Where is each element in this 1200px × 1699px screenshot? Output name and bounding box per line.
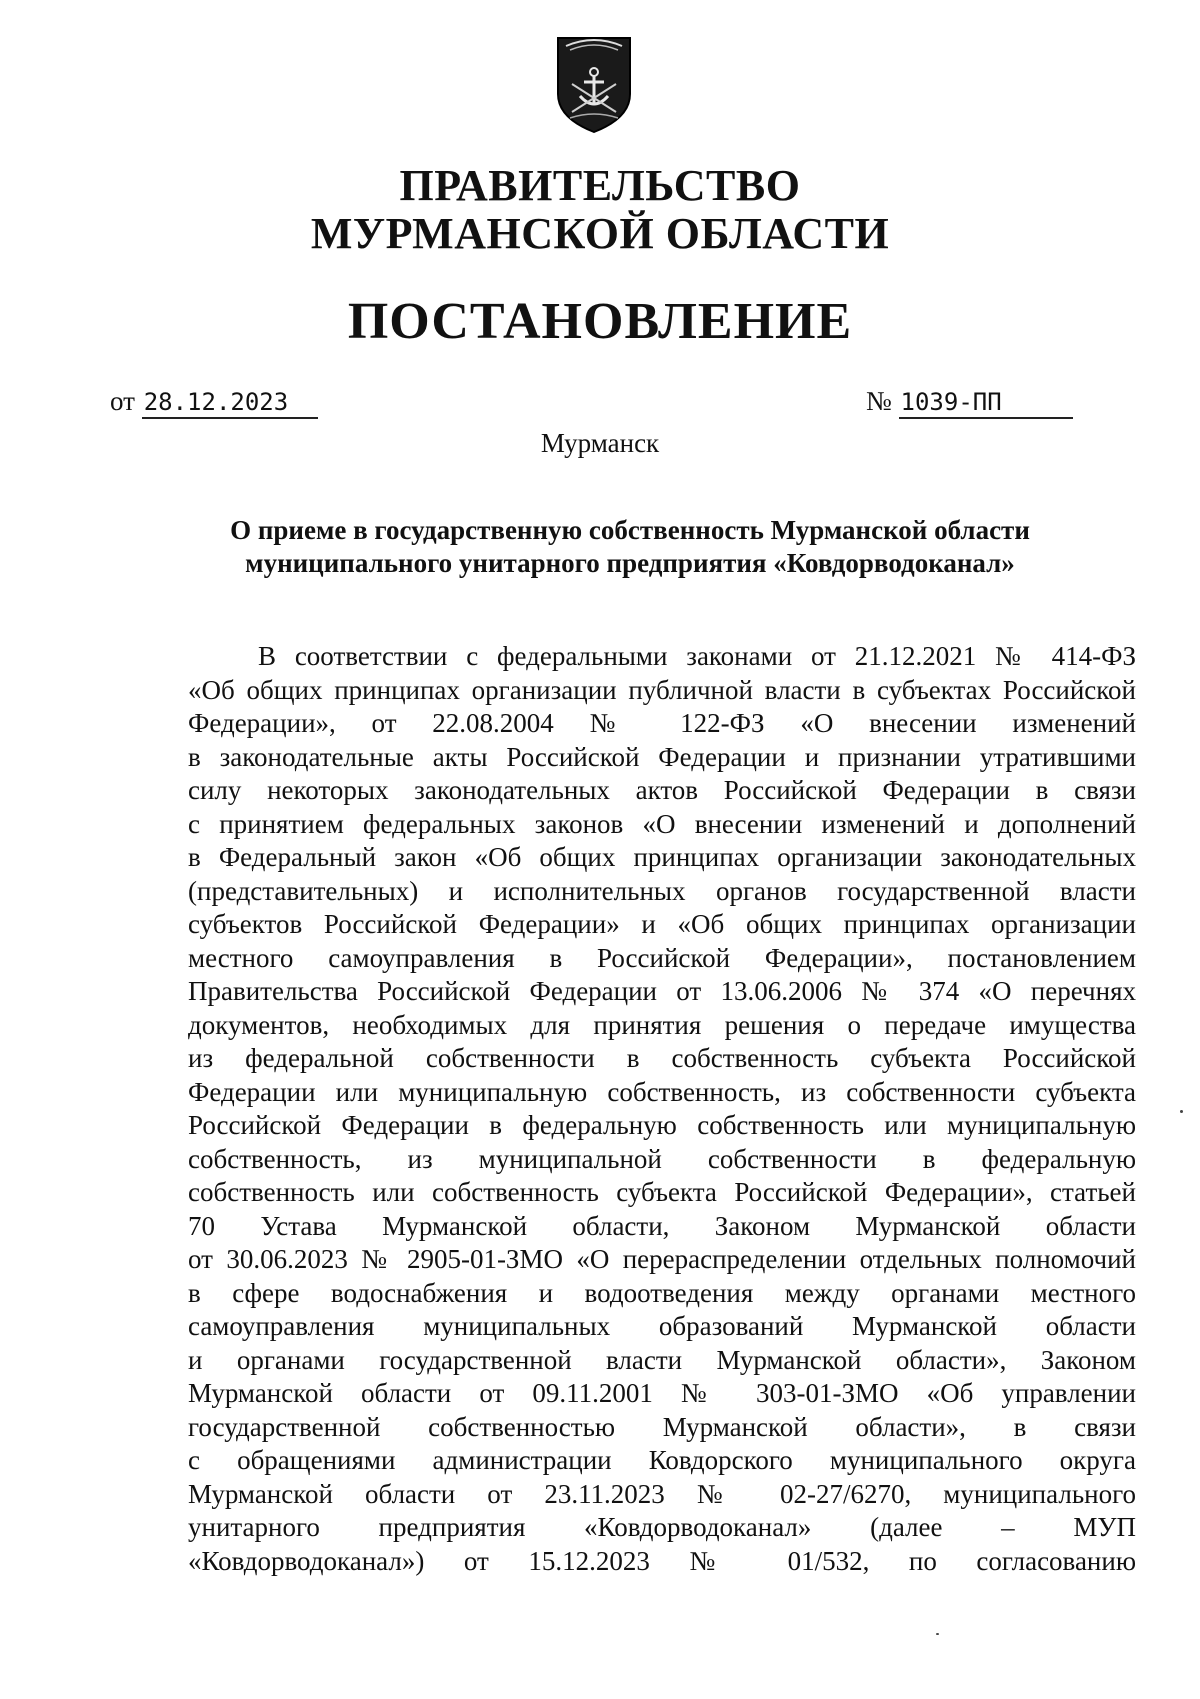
- body-line: в законодательные акты Российской Федерации и признании утратившими: [188, 741, 1136, 772]
- body-line: В соответствии с федеральными законами от 21.12.2021 № 414-ФЗ: [258, 641, 1136, 671]
- body-line: в Федеральный закон «Об общих принципах организации законодательных: [188, 842, 1136, 872]
- body-line: (представительных) и исполнительных органов государственной власти: [188, 875, 1136, 906]
- document-number: [866, 384, 1073, 419]
- body-line: собственность или собственность субъекта Российской Федерации», статьей: [188, 1177, 1136, 1207]
- document-type-title: ПОСТАНОВЛЕНИЕ: [347, 293, 853, 350]
- city-name: Мурманск: [540, 428, 660, 458]
- subject-line: муниципального унитарного предприятия «Ковдорводоканал»: [245, 548, 1015, 578]
- body-paragraph: [188, 640, 1136, 1578]
- date-prefix: от: [110, 386, 135, 416]
- body-line: «Ковдорводоканал») от 15.12.2023 № 01/532, по согласованию: [188, 1545, 1136, 1576]
- body-line: Российской Федерации в федеральную собственность или муниципальную: [188, 1110, 1136, 1140]
- body-line: с обращениями администрации Ковдорского муниципального округа: [188, 1445, 1136, 1475]
- document-subject: [180, 514, 1080, 580]
- body-line: Мурманской области от 09.11.2001 № 303-01-ЗМО «Об управлении: [188, 1378, 1136, 1408]
- body-line: самоуправления муниципальных образований Мурманской области: [188, 1311, 1136, 1341]
- scan-speck: [1180, 1110, 1183, 1113]
- body-line: субъектов Российской Федерации» и «Об общих принципах организации: [188, 909, 1136, 939]
- subject-line: О приеме в государственную собственность Мурманской области: [230, 515, 1030, 545]
- body-line: местного самоуправления в Российской Федерации», постановлением: [188, 942, 1136, 973]
- body-line: государственной собственностью Мурманской области», в связи: [188, 1411, 1136, 1442]
- body-line: в сфере водоснабжения и водоотведения между органами местного: [188, 1277, 1136, 1308]
- body-line: Мурманской области от 23.11.2023 № 02-27/6270, муниципального: [188, 1478, 1136, 1509]
- body-line: Правительства Российской Федерации от 13.06.2006 № 374 «О перечнях: [188, 976, 1136, 1006]
- body-line: с принятием федеральных законов «О внесении изменений и дополнений: [188, 808, 1136, 839]
- body-line: Федерации или муниципальную собственность, из собственности субъекта: [188, 1076, 1136, 1107]
- body-line: от 30.06.2023 № 2905-01-ЗМО «О перераспределении отдельных полномочий: [188, 1244, 1136, 1274]
- scan-speck: [936, 1633, 939, 1635]
- body-line: 70 Устава Мурманской области, Законом Мурманской области: [188, 1210, 1136, 1241]
- body-line: «Об общих принципах организации публичной власти в субъектах Российской: [188, 674, 1136, 705]
- number-prefix: №: [866, 386, 892, 416]
- body-line: собственность, из муниципальной собственности в федеральную: [188, 1143, 1136, 1174]
- body-line: из федеральной собственности в собственность субъекта Российской: [188, 1043, 1136, 1073]
- organization-title-line1: ПРАВИТЕЛЬСТВО: [399, 161, 801, 210]
- date-value: 28.12.2023: [142, 387, 318, 419]
- body-line: Федерации», от 22.08.2004 № 122-ФЗ «О внесении изменений: [188, 708, 1136, 738]
- organization-title-line2: МУРМАНСКОЙ ОБЛАСТИ: [310, 209, 890, 258]
- coat-of-arms-icon: [554, 32, 634, 136]
- body-line: документов, необходимых для принятия решения о передаче имущества: [188, 1009, 1136, 1040]
- document-date: [110, 384, 318, 419]
- body-line: унитарного предприятия «Ковдорводоканал» (далее – МУП: [188, 1512, 1136, 1542]
- body-line: и органами государственной власти Мурманской области», Законом: [188, 1344, 1136, 1375]
- number-value: 1039-ПП: [899, 387, 1073, 419]
- body-line: силу некоторых законодательных актов Российской Федерации в связи: [188, 775, 1136, 805]
